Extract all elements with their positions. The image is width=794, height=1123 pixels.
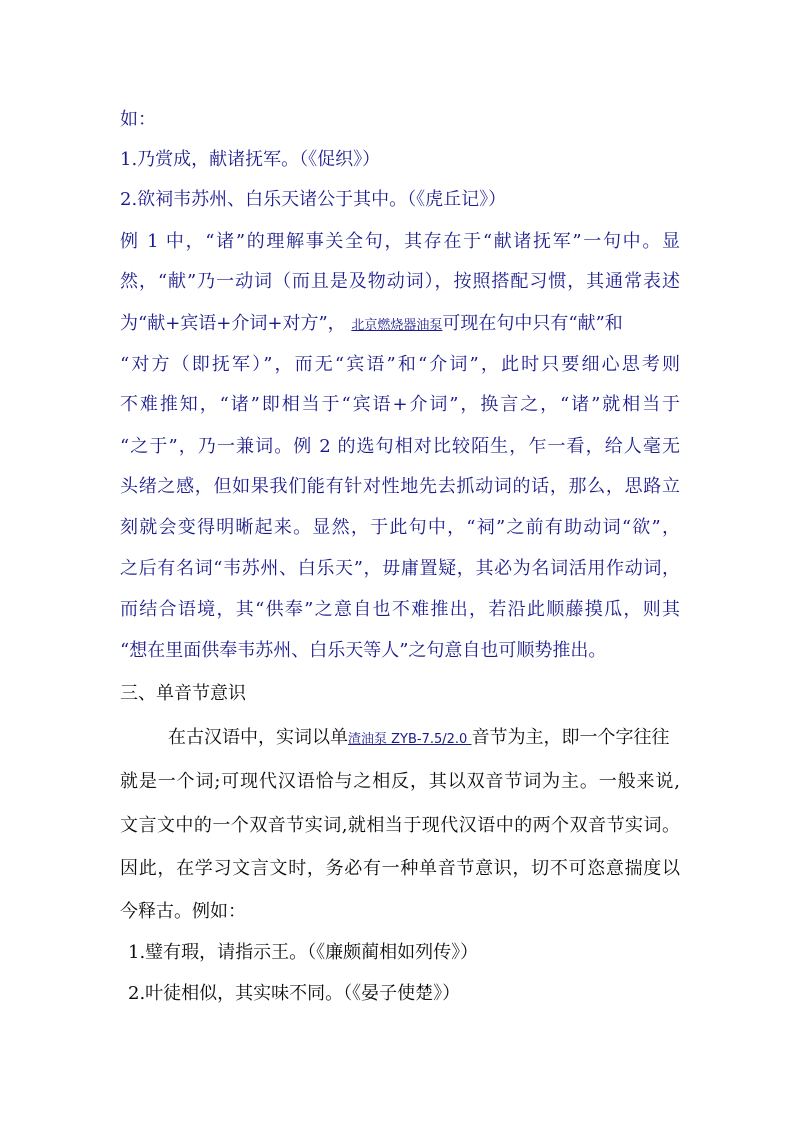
example-2: 2.欲祠韦苏州、白乐天诸公于其中。（《虎丘记》） <box>120 189 507 210</box>
section-para-line-5: 今释古。例如： <box>120 901 246 922</box>
ad-link-residue-pump[interactable]: 渣油泵 ZYB-7.5/2.0 <box>348 732 472 747</box>
para-line-10: 而结合语境，其“供奉”之意自也不难推出，若沿此顺藤摸瓜，则其 <box>120 599 680 620</box>
para-line-2: 然，“献”乃一动词（而且是及物动词），按照搭配习惯，其通常表述 <box>120 271 680 292</box>
section-para-line-4: 因此，在学习文言文时，务必有一种单音节意识，切不可恣意揣度以 <box>120 858 680 879</box>
para-line-7: 头绪之感，但如果我们能有针对性地先去抓动词的话，那么，思路立 <box>120 476 680 497</box>
para-line-3-start: 为“献+宾语+介词+对方”， <box>120 313 346 334</box>
para-line-3 <box>120 312 680 338</box>
section-para-line-1 <box>168 726 680 752</box>
para-line-11: “想在里面供奉韦苏州、白乐天等人”之句意自也可顺势推出。 <box>120 640 607 661</box>
section-para-line-2: 就是一个词;可现代汉语恰与之相反，其以双音节词为主。一般来说, <box>120 771 680 792</box>
example-3: 1.璧有瑕，请指示王。（《廉颇蔺相如列传》） <box>128 942 479 963</box>
para-line-5: 不难推知，“诸”即相当于“宾语+介词”，换言之，“诸”就相当于 <box>120 394 680 415</box>
section-para-line-1-end: 音节为主，即一个字往往 <box>471 727 670 748</box>
para-line-1: 例 1 中，“诸”的理解事关全句，其存在于“献诸抚军”一句中。显 <box>120 231 680 252</box>
ad-link-burner-pump[interactable]: 北京燃烧器油泵 <box>351 318 443 333</box>
para-line-4: “对方（即抚军）”，而无“宾语”和“介词”，此时只要细心思考则 <box>120 354 680 375</box>
section-para-line-1-start: 在古汉语中，实词以单 <box>168 727 348 748</box>
section-heading: 三、单音节意识 <box>120 683 246 704</box>
section-para-line-3: 文言文中的一个双音节实词,就相当于现代汉语中的两个双音节实词。 <box>120 815 680 836</box>
para-line-8: 刻就会变得明晰起来。显然，于此句中，“祠”之前有助动词“欲”， <box>120 517 680 538</box>
example-1: 1.乃赏成，献诸抚军。（《促织》） <box>120 149 381 170</box>
intro-line: 如： <box>120 109 156 130</box>
para-line-9: 之后有名词“韦苏州、白乐天”，毋庸置疑，其必为名词活用作动词， <box>120 558 680 579</box>
para-line-3-end: 可现在句中只有“献”和 <box>442 313 623 334</box>
example-4: 2.叶徒相似，其实味不同。（《晏子使楚》） <box>128 983 461 1004</box>
para-line-6: “之于”，乃一兼词。例 2 的选句相对比较陌生，乍一看，给人毫无 <box>120 436 680 457</box>
